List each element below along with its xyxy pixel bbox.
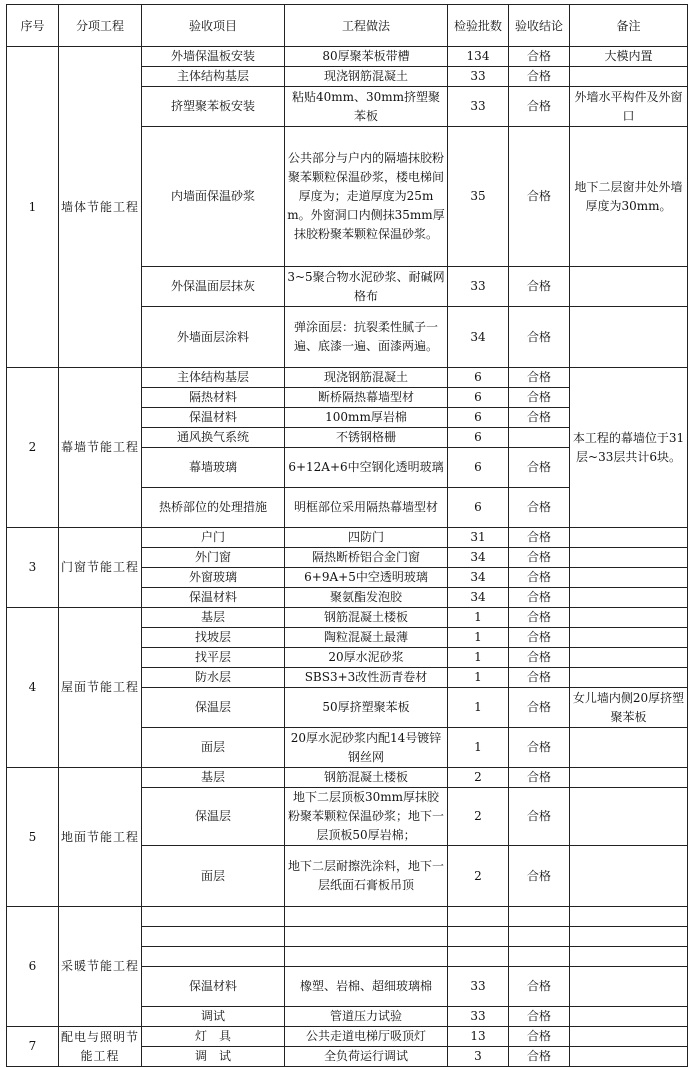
header-no: 序号: [7, 5, 59, 47]
batch-count: 6: [448, 388, 509, 408]
construction-method: 现浇钢筋混凝土: [285, 67, 448, 87]
batch-count: 33: [448, 1007, 509, 1027]
remark: 女儿墙内侧20厚挤塑聚苯板: [570, 688, 688, 728]
remark: [570, 267, 688, 307]
remark: [570, 668, 688, 688]
remark: 地下二层窗井处外墙厚度为30mm。: [570, 127, 688, 267]
construction-method: 现浇钢筋混凝土: [285, 368, 448, 388]
header-item: 验收项目: [142, 5, 285, 47]
acceptance-item: 外门窗: [142, 548, 285, 568]
acceptance-item: 调 试: [142, 1047, 285, 1067]
acceptance-result: 合格: [509, 488, 570, 528]
acceptance-item: 外保温面层抹灰: [142, 267, 285, 307]
acceptance-item: [142, 947, 285, 967]
remark: [570, 846, 688, 907]
acceptance-result: 合格: [509, 87, 570, 127]
acceptance-item: 通风换气系统: [142, 428, 285, 448]
acceptance-item: 户门: [142, 528, 285, 548]
acceptance-result: 合格: [509, 127, 570, 267]
sub-project-name: 屋面节能工程: [59, 608, 142, 768]
construction-method: 公共部分与户内的隔墙抹胶粉聚苯颗粒保温砂浆，楼电梯间厚度为；走道厚度为25mm。外窗洞口内侧抹35mm厚抹胶粉聚苯颗粒保温砂浆。: [285, 127, 448, 267]
batch-count: 34: [448, 588, 509, 608]
remark: [570, 788, 688, 846]
acceptance-item: 保温材料: [142, 967, 285, 1007]
acceptance-item: [142, 907, 285, 927]
acceptance-result: 合格: [509, 728, 570, 768]
acceptance-item: 保温层: [142, 688, 285, 728]
row-number: 5: [7, 768, 59, 907]
remark: [570, 528, 688, 548]
construction-method: 20厚水泥砂浆内配14号镀锌钢丝网: [285, 728, 448, 768]
construction-method: 四防门: [285, 528, 448, 548]
remark: [570, 67, 688, 87]
acceptance-item: [142, 927, 285, 947]
construction-method: 6+9A+5中空透明玻璃: [285, 568, 448, 588]
construction-method: 3~5聚合物水泥砂浆、耐碱网格布: [285, 267, 448, 307]
construction-method: 隔热断桥铝合金门窗: [285, 548, 448, 568]
remark: [570, 628, 688, 648]
batch-count: 3: [448, 1047, 509, 1067]
remark: [570, 588, 688, 608]
construction-method: 不锈钢格栅: [285, 428, 448, 448]
construction-method: [285, 947, 448, 967]
remark: 大模内置: [570, 47, 688, 67]
construction-method: 20厚水泥砂浆: [285, 648, 448, 668]
sub-project-name: 门窗节能工程: [59, 528, 142, 608]
acceptance-item: 主体结构基层: [142, 368, 285, 388]
acceptance-result: 合格: [509, 967, 570, 1007]
acceptance-item: 内墙面保温砂浆: [142, 127, 285, 267]
batch-count: 34: [448, 307, 509, 368]
remark: [570, 648, 688, 668]
acceptance-item: 主体结构基层: [142, 67, 285, 87]
batch-count: 134: [448, 47, 509, 67]
acceptance-item: 热桥部位的处理措施: [142, 488, 285, 528]
sub-project-name: 地面节能工程: [59, 768, 142, 907]
construction-method: 明框部位采用隔热幕墙型材: [285, 488, 448, 528]
table-row: [7, 528, 688, 548]
acceptance-item: 找平层: [142, 648, 285, 668]
acceptance-item: 找坡层: [142, 628, 285, 648]
batch-count: 13: [448, 1027, 509, 1047]
acceptance-result: 合格: [509, 1027, 570, 1047]
construction-method: 100mm厚岩棉: [285, 408, 448, 428]
acceptance-result: 合格: [509, 846, 570, 907]
construction-method: 聚氨酯发泡胶: [285, 588, 448, 608]
table-row: [7, 1027, 688, 1047]
acceptance-result: 合格: [509, 267, 570, 307]
batch-count: 33: [448, 267, 509, 307]
acceptance-item: 调试: [142, 1007, 285, 1027]
acceptance-item: 外窗玻璃: [142, 568, 285, 588]
acceptance-result: 合格: [509, 628, 570, 648]
construction-method: 弹涂面层：抗裂柔性腻子一遍、底漆一遍、面漆两遍。: [285, 307, 448, 368]
construction-method: [285, 927, 448, 947]
batch-count: 6: [448, 488, 509, 528]
acceptance-item: 挤塑聚苯板安装: [142, 87, 285, 127]
acceptance-result: 合格: [509, 688, 570, 728]
acceptance-item: 隔热材料: [142, 388, 285, 408]
batch-count: 1: [448, 608, 509, 628]
construction-method: 地下二层顶板30mm厚抹胶粉聚苯颗粒保温砂浆；地下一层顶板50厚岩棉；: [285, 788, 448, 846]
batch-count: 1: [448, 688, 509, 728]
remark: [570, 568, 688, 588]
acceptance-item: 基层: [142, 768, 285, 788]
table-row: [7, 608, 688, 628]
acceptance-item: 外墙保温板安装: [142, 47, 285, 67]
acceptance-item: 保温材料: [142, 408, 285, 428]
remark: [570, 967, 688, 1007]
row-number: 4: [7, 608, 59, 768]
batch-count: 34: [448, 548, 509, 568]
batch-count: 33: [448, 967, 509, 1007]
acceptance-result: 合格: [509, 788, 570, 846]
acceptance-item: 幕墙玻璃: [142, 448, 285, 488]
table-row: [7, 47, 688, 67]
remark: [570, 608, 688, 628]
acceptance-result: 合格: [509, 768, 570, 788]
acceptance-result: [509, 927, 570, 947]
table-row: [7, 768, 688, 788]
acceptance-result: 合格: [509, 608, 570, 628]
construction-method: 陶粒混凝土最薄: [285, 628, 448, 648]
acceptance-result: 合格: [509, 67, 570, 87]
acceptance-result: 合格: [509, 648, 570, 668]
construction-method: 管道压力试验: [285, 1007, 448, 1027]
construction-method: 钢筋混凝土楼板: [285, 608, 448, 628]
remark: 本工程的幕墙位于31层~33层共计6块。: [570, 368, 688, 528]
batch-count: 6: [448, 448, 509, 488]
remark: [570, 1007, 688, 1027]
batch-count: 6: [448, 408, 509, 428]
remark: [570, 768, 688, 788]
acceptance-result: 合格: [509, 307, 570, 368]
construction-method: SBS3+3改性沥青卷材: [285, 668, 448, 688]
construction-method: 橡塑、岩棉、超细玻璃棉: [285, 967, 448, 1007]
batch-count: 1: [448, 668, 509, 688]
batch-count: [448, 927, 509, 947]
construction-method: 断桥隔热幕墙型材: [285, 388, 448, 408]
acceptance-result: 合格: [509, 1047, 570, 1067]
acceptance-item: 基层: [142, 608, 285, 628]
acceptance-result: 合格: [509, 568, 570, 588]
batch-count: 35: [448, 127, 509, 267]
batch-count: 1: [448, 728, 509, 768]
acceptance-result: 合格: [509, 47, 570, 67]
sub-project-name: 墙体节能工程: [59, 47, 142, 368]
remark: [570, 548, 688, 568]
batch-count: 34: [448, 568, 509, 588]
batch-count: 31: [448, 528, 509, 548]
acceptance-result: 合格: [509, 548, 570, 568]
header-batches: 检验批数: [448, 5, 509, 47]
acceptance-result: 合格: [509, 668, 570, 688]
acceptance-item: 灯 具: [142, 1027, 285, 1047]
acceptance-item: 防水层: [142, 668, 285, 688]
construction-method: 公共走道电梯厅吸顶灯: [285, 1027, 448, 1047]
acceptance-result: 合格: [509, 1007, 570, 1027]
construction-method: 80厚聚苯板带槽: [285, 47, 448, 67]
row-number: 7: [7, 1027, 59, 1067]
construction-method: 粘贴40mm、30mm挤塑聚苯板: [285, 87, 448, 127]
remark: [570, 907, 688, 927]
row-number: 2: [7, 368, 59, 528]
remark: 外墙水平构件及外窗口: [570, 87, 688, 127]
batch-count: 2: [448, 768, 509, 788]
batch-count: 2: [448, 788, 509, 846]
batch-count: [448, 907, 509, 927]
header-row: [7, 5, 688, 47]
construction-method: 全负荷运行调试: [285, 1047, 448, 1067]
remark: [570, 1027, 688, 1047]
acceptance-result: 合格: [509, 528, 570, 548]
remark: [570, 728, 688, 768]
batch-count: 33: [448, 67, 509, 87]
acceptance-result: 合格: [509, 388, 570, 408]
construction-method: 地下二层耐擦洗涂料，地下一层纸面石膏板吊顶: [285, 846, 448, 907]
sub-project-name: 采暖节能工程: [59, 907, 142, 1027]
row-number: 1: [7, 47, 59, 368]
acceptance-result: [509, 428, 570, 448]
acceptance-result: 合格: [509, 368, 570, 388]
batch-count: 6: [448, 428, 509, 448]
construction-method: 6+12A+6中空钢化透明玻璃: [285, 448, 448, 488]
acceptance-result: 合格: [509, 408, 570, 428]
remark: [570, 927, 688, 947]
header-remark: 备注: [570, 5, 688, 47]
sub-project-name: 配电与照明节能工程: [59, 1027, 142, 1067]
table-row: [7, 907, 688, 927]
remark: [570, 947, 688, 967]
acceptance-result: [509, 947, 570, 967]
acceptance-result: 合格: [509, 448, 570, 488]
batch-count: 33: [448, 87, 509, 127]
header-method: 工程做法: [285, 5, 448, 47]
acceptance-item: 外墙面层涂料: [142, 307, 285, 368]
construction-method: 钢筋混凝土楼板: [285, 768, 448, 788]
sub-project-name: 幕墙节能工程: [59, 368, 142, 528]
acceptance-item: 保温层: [142, 788, 285, 846]
remark: [570, 307, 688, 368]
remark: [570, 1047, 688, 1067]
acceptance-item: 面层: [142, 728, 285, 768]
row-number: 3: [7, 528, 59, 608]
batch-count: 1: [448, 628, 509, 648]
acceptance-item: 保温材料: [142, 588, 285, 608]
acceptance-result: [509, 907, 570, 927]
batch-count: [448, 947, 509, 967]
construction-method: 50厚挤塑聚苯板: [285, 688, 448, 728]
batch-count: 6: [448, 368, 509, 388]
construction-method: [285, 907, 448, 927]
table-row: [7, 368, 688, 388]
acceptance-result: 合格: [509, 588, 570, 608]
acceptance-item: 面层: [142, 846, 285, 907]
batch-count: 2: [448, 846, 509, 907]
header-result: 验收结论: [509, 5, 570, 47]
header-sub-project: 分项工程: [59, 5, 142, 47]
batch-count: 1: [448, 648, 509, 668]
acceptance-table: [6, 4, 688, 1067]
row-number: 6: [7, 907, 59, 1027]
